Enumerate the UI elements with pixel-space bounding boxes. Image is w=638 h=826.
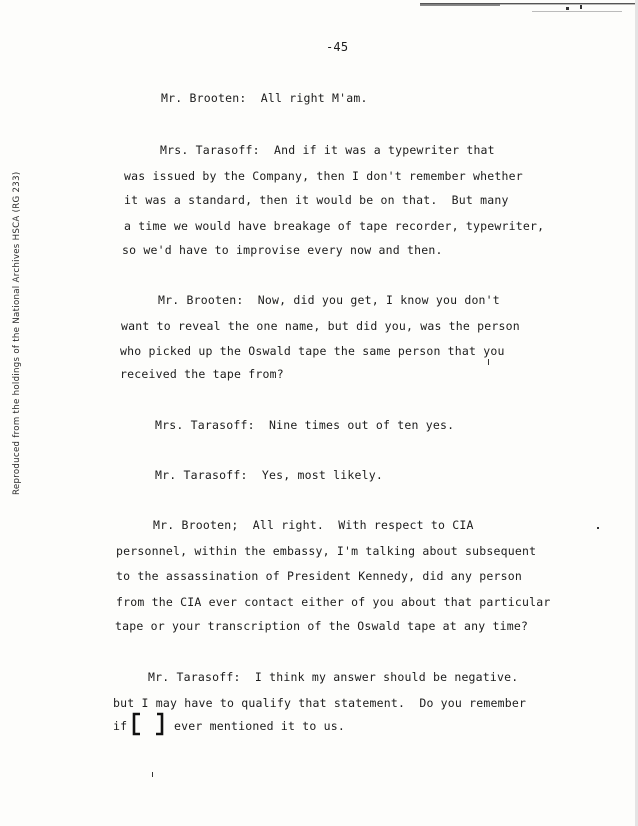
p3-line-2: want to reveal the one name, but did you, was the person	[121, 319, 520, 333]
p2-line-1: Mrs. Tarasoff: And if it was a typewriter that	[160, 143, 495, 157]
scan-speck	[597, 527, 599, 529]
redaction-bracket-icon	[131, 712, 165, 736]
scan-speck	[532, 11, 622, 12]
p6-line-4: from the CIA ever contact either of you about that particular	[116, 595, 551, 609]
p8-suffix: ever mentioned it to us.	[174, 719, 345, 733]
p3-line-1: Mr. Brooten: Now, did you get, I know you don't	[158, 293, 500, 307]
scan-speck	[488, 359, 489, 365]
p8-prefix: if	[113, 719, 128, 733]
p4-line-1: Mrs. Tarasoff: Nine times out of ten yes.	[155, 418, 455, 432]
archive-side-note: Reproduced from the holdings of the National Archives HSCA (RG 233)	[12, 171, 22, 495]
p3-line-3: who picked up the Oswald tape the same person that you	[120, 344, 505, 358]
p7-line-2: but I may have to qualify that statement. Do you remember	[113, 696, 527, 710]
scan-speck	[580, 5, 582, 9]
p2-line-3: it was a standard, then it would be on that. But many	[124, 193, 509, 207]
page-number: -45	[326, 40, 349, 54]
p6-line-5: tape or your transcription of the Oswald tape at any time?	[115, 619, 529, 633]
p2-line-2: was issued by the Company, then I don't remember whether	[124, 169, 523, 183]
p2-line-4: a time we would have breakage of tape recorder, typewriter,	[124, 219, 545, 233]
scan-speck	[566, 7, 569, 10]
p7-line-1: Mr. Tarasoff: I think my answer should be negative.	[148, 670, 519, 684]
p3-line-4: received the tape from?	[120, 367, 284, 381]
scan-speck	[152, 772, 153, 777]
top-scan-rule	[420, 3, 638, 6]
p5-line-1: Mr. Tarasoff: Yes, most likely.	[155, 468, 383, 482]
p6-line-3: to the assassination of President Kennedy, did any person	[116, 569, 523, 583]
p2-line-5: so we'd have to improvise every now and then.	[122, 243, 443, 257]
p1-line-1: Mr. Brooten: All right M'am.	[161, 91, 368, 105]
p6-line-2: personnel, within the embassy, I'm talking about subsequent	[116, 544, 537, 558]
p6-line-1: Mr. Brooten; All right. With respect to CIA	[153, 518, 474, 532]
